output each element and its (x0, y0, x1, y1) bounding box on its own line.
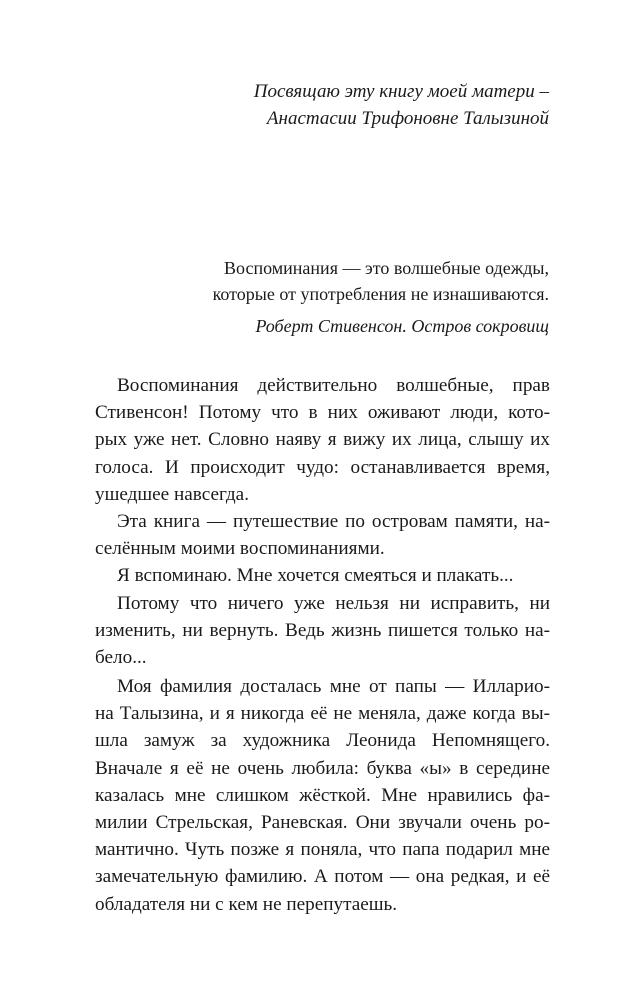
text-line: на Талызина, и я никогда её не меняла, даже когда вы- (95, 703, 550, 725)
paragraph (95, 562, 550, 589)
epigraph (129, 255, 549, 339)
text-line: мантично. Чуть позже я поняла, что папа подарил мне (95, 839, 550, 861)
dedication-line: Анастасии Трифоновне Талызиной (266, 108, 549, 129)
epigraph-line: которые от употребления не изнашиваются. (212, 284, 549, 304)
text-line: замечательную фамилию. А потом — она редкая, и её (95, 866, 550, 888)
text-line: милии Стрельская, Раневская. Они звучали очень ро- (95, 812, 550, 834)
text-line: Вначале я её не очень любила: буква «ы» в середине (95, 757, 550, 779)
text-line: ушедшее навсегда. (95, 483, 249, 505)
text-line: Моя фамилия досталась мне от папы — Илларио- (117, 676, 550, 697)
text-line: Потому что ничего уже нельзя ни исправить, ни (117, 592, 550, 614)
paragraph (95, 673, 550, 918)
dedication (129, 78, 549, 132)
dedication-line: Посвящаю эту книгу моей матери – (253, 81, 549, 102)
text-line: шла замуж за художника Леонида Непомнящего. (95, 730, 550, 752)
epigraph-attribution: Роберт Стивенсон. Остров сокровищ (255, 316, 549, 336)
paragraph (95, 508, 550, 562)
text-line: бело... (95, 647, 147, 669)
text-line: Воспоминания действительно волшебные, прав (117, 375, 550, 396)
paragraph (95, 590, 550, 672)
text-line: обладателя ни с кем не перепутаешь. (95, 893, 398, 915)
text-line: Я вспоминаю. Мне хочется смеяться и плакать... (117, 565, 514, 587)
text-line: изменить, ни вернуть. Ведь жизнь пишется только на- (95, 619, 550, 641)
text-section-2 (95, 673, 550, 918)
paragraph (95, 372, 550, 508)
text-line: казалась мне слишком жёсткой. Мне нравились фа- (95, 784, 550, 806)
text-line: Эта книга — путешествие по островам памяти, на- (117, 511, 550, 533)
text-line: рых уже нет. Словно наяву я вижу их лица, слышу их (95, 429, 550, 451)
text-line: Стивенсон! Потому что в них оживают люди, кото- (95, 402, 550, 424)
epigraph-line: Воспоминания — это волшебные одежды, (224, 258, 549, 278)
text-section-1 (95, 372, 550, 671)
text-line: голоса. И происходит чудо: останавливается время, (95, 456, 550, 478)
text-line: селённым моими воспоминаниями. (95, 538, 385, 560)
